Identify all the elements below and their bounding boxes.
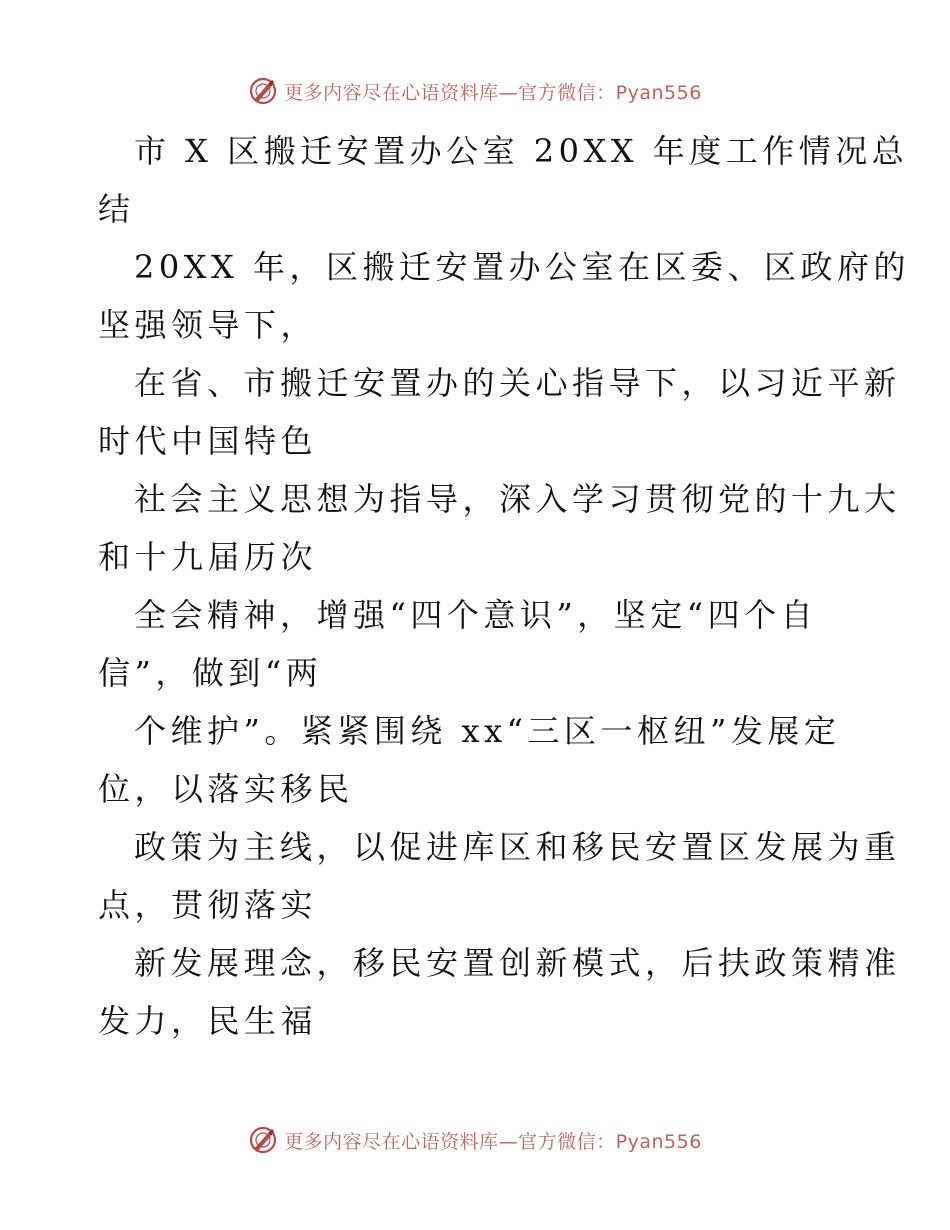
paragraph-line: 在省、市搬迁安置办的关心指导下，以习近平新	[134, 364, 901, 402]
paragraph	[98, 122, 909, 238]
paragraph-line: 点，贯彻落实	[98, 886, 318, 924]
paragraph	[98, 586, 858, 702]
paragraph-line: 20XX 年，区搬迁安置办公室在区委、区政府的	[134, 248, 910, 286]
paragraph-line: 结	[98, 190, 135, 228]
paragraph-line: 发力，民生福	[98, 1002, 318, 1040]
paragraph	[98, 470, 901, 586]
paragraph-line: 政策为主线，以促进库区和移民安置区发展为重	[134, 828, 901, 866]
seal-logo-icon	[248, 1125, 278, 1155]
paragraph-line: 全会精神，增强“四个意识”，坚定“四个自	[134, 596, 818, 634]
paragraph	[98, 354, 901, 470]
paragraph-line: 社会主义思想为指导，深入学习贯彻党的十九大	[134, 480, 901, 518]
paragraph	[98, 702, 858, 818]
paragraph-line: 时代中国特色	[98, 422, 318, 460]
paragraph-line: 新发展理念，移民安置创新模式，后扶政策精准	[134, 944, 901, 982]
paragraph	[98, 818, 901, 934]
document-body	[98, 122, 910, 1050]
seal-logo-icon	[248, 76, 278, 106]
paragraph-line: 坚强领导下，	[98, 306, 318, 344]
header-banner-text: 更多内容尽在心语资料库—官方微信：Pyan556	[284, 81, 702, 104]
paragraph-line: 位，以落实移民	[98, 770, 354, 808]
paragraph	[98, 238, 910, 354]
paragraph-line: 信”，做到“两	[98, 654, 323, 692]
header-banner	[0, 74, 950, 108]
paragraph-line: 市 X 区搬迁安置办公室 20XX 年度工作情况总	[134, 132, 909, 170]
paragraph-line: 和十九届历次	[98, 538, 318, 576]
paragraph-line: 个维护”。紧紧围绕 xx“三区一枢纽”发展定	[134, 712, 841, 750]
footer-banner-text: 更多内容尽在心语资料库—官方微信：Pyan556	[284, 1130, 702, 1153]
paragraph	[98, 934, 901, 1050]
footer-banner	[0, 1123, 950, 1157]
